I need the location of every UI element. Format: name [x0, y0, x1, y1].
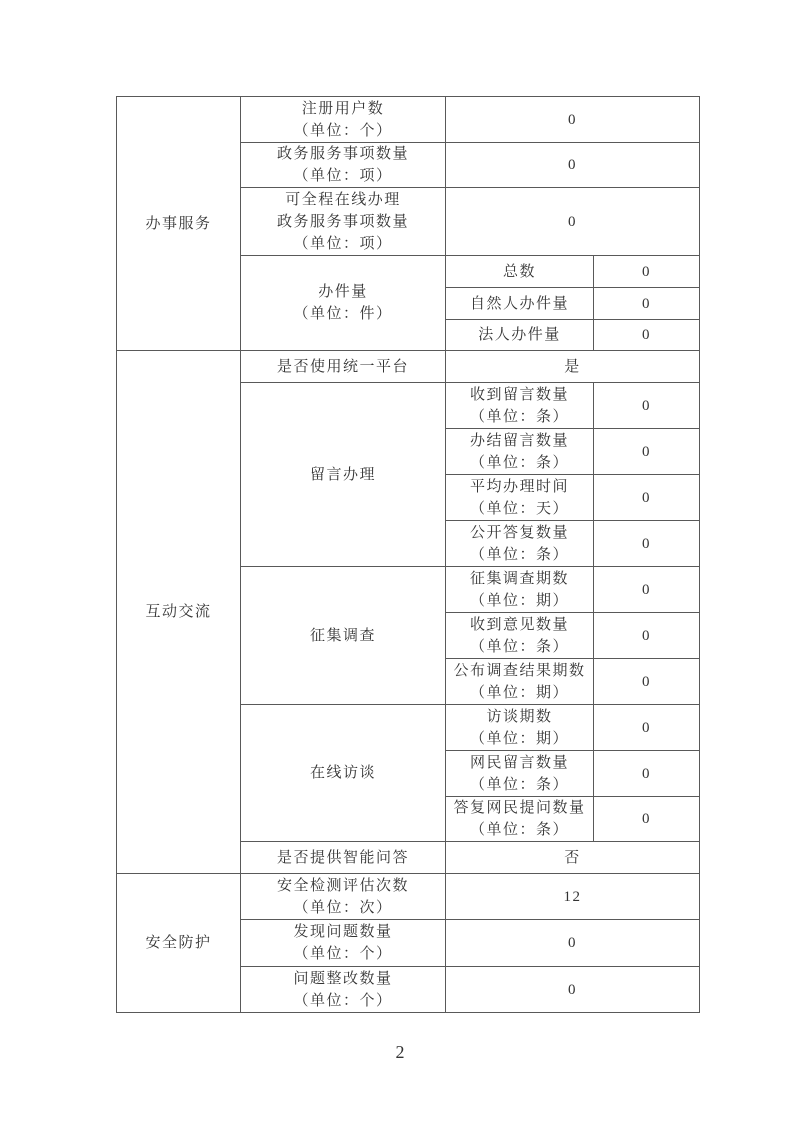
subitem-cell [446, 256, 594, 288]
subitem-label-line: 访谈期数 [486, 708, 553, 725]
subitem-cell [446, 797, 594, 842]
subitem-label-line: 总数 [502, 263, 536, 280]
item-unit-line: （单位：项） [293, 235, 393, 252]
item-cell-message-handling [241, 383, 446, 567]
item-unit-line: （单位：次） [293, 899, 393, 916]
item-label-line: 是否提供智能问答 [276, 849, 409, 866]
item-unit-line: （单位：个） [293, 946, 393, 962]
subitem-label-line: 法人办件量 [478, 327, 561, 343]
item-cell [241, 842, 446, 874]
value-cell: 0 [594, 288, 700, 320]
subitem-label-line: 办结留言数量 [469, 432, 569, 449]
subitem-unit-line: （单位：期） [469, 730, 569, 747]
subitem-label-line: 收到意见数量 [469, 616, 569, 633]
value-cell: 0 [594, 475, 700, 521]
value-cell: 0 [594, 521, 700, 567]
item-cell [241, 874, 446, 920]
value-cell: 0 [446, 920, 700, 967]
subitem-unit-line: （单位：条） [469, 822, 569, 838]
subitem-unit-line: （单位：条） [469, 546, 569, 563]
item-unit-line: （单位：项） [293, 168, 393, 184]
subitem-cell [446, 429, 594, 475]
value-cell: 0 [594, 256, 700, 288]
subitem-unit-line: （单位：条） [469, 638, 569, 655]
item-label-line: 安全检测评估次数 [276, 877, 409, 894]
subitem-cell [446, 475, 594, 521]
item-cell [241, 920, 446, 967]
subitem-unit-line: （单位：条） [469, 454, 569, 471]
subitem-cell [446, 705, 594, 751]
table-row [117, 874, 700, 920]
subitem-label-line: 自然人办件量 [469, 295, 569, 312]
value-cell: 12 [446, 874, 700, 920]
item-unit-line: （单位：件） [293, 306, 393, 322]
subitem-label-line: 平均办理时间 [469, 478, 569, 495]
value-cell: 否 [446, 842, 700, 874]
subitem-label-line: 公开答复数量 [469, 524, 569, 541]
subitem-cell [446, 521, 594, 567]
subitem-cell [446, 567, 594, 613]
subitem-label-line: 公布调查结果期数 [453, 662, 586, 679]
item-label-line: 是否使用统一平台 [276, 358, 409, 375]
item-cell [241, 967, 446, 1013]
value-cell: 0 [446, 188, 700, 256]
item-cell-banjianliang [241, 256, 446, 351]
subitem-label-line: 征集调查期数 [469, 570, 569, 587]
report-table [116, 96, 700, 1013]
item-label-line: 政务服务事项数量 [276, 213, 409, 230]
item-unit-line: （单位：个） [293, 992, 393, 1009]
subitem-unit-line: （单位：期） [469, 592, 569, 609]
item-label-line: 发现问题数量 [293, 924, 393, 940]
subitem-cell [446, 659, 594, 705]
value-cell: 0 [594, 429, 700, 475]
item-cell-interview [241, 705, 446, 842]
subitem-label-line: 答复网民提问数量 [453, 800, 586, 816]
table-row [117, 97, 700, 143]
table-row [117, 351, 700, 383]
item-label-line: 办件量 [318, 284, 368, 300]
page-number: 2 [395, 1042, 405, 1062]
value-cell: 0 [446, 967, 700, 1013]
category-cell-interaction: 互动交流 [117, 351, 241, 874]
subitem-cell [446, 383, 594, 429]
item-label-line: 在线访谈 [309, 765, 376, 781]
item-cell [241, 188, 446, 256]
value-cell: 0 [594, 320, 700, 351]
item-cell [241, 143, 446, 188]
item-cell [241, 351, 446, 383]
subitem-cell [446, 320, 594, 351]
value-cell: 0 [594, 797, 700, 842]
subitem-label-line: 网民留言数量 [469, 754, 569, 771]
value-cell: 0 [594, 705, 700, 751]
subitem-unit-line: （单位：条） [469, 776, 569, 793]
subitem-unit-line: （单位：期） [469, 684, 569, 701]
item-unit-line: （单位：个） [293, 122, 393, 139]
subitem-cell [446, 288, 594, 320]
subitem-cell [446, 751, 594, 797]
subitem-unit-line: （单位：天） [469, 500, 569, 517]
item-label-line: 可全程在线办理 [285, 191, 401, 208]
value-cell: 0 [446, 97, 700, 143]
subitem-cell [446, 613, 594, 659]
value-cell: 0 [446, 143, 700, 188]
item-cell [241, 97, 446, 143]
value-cell: 0 [594, 613, 700, 659]
value-cell: 是 [446, 351, 700, 383]
value-cell: 0 [594, 383, 700, 429]
item-label-line: 征集调查 [309, 627, 376, 644]
item-label-line: 问题整改数量 [293, 970, 393, 987]
item-label-line: 政务服务事项数量 [276, 146, 409, 162]
subitem-unit-line: （单位：条） [469, 408, 569, 425]
item-label-line: 注册用户数 [301, 100, 385, 117]
subitem-label-line: 收到留言数量 [469, 386, 569, 403]
item-cell-survey [241, 567, 446, 705]
value-cell: 0 [594, 659, 700, 705]
item-label-line: 留言办理 [309, 466, 376, 483]
category-cell-security: 安全防护 [117, 874, 241, 1013]
category-cell-service: 办事服务 [117, 97, 241, 351]
value-cell: 0 [594, 567, 700, 613]
value-cell: 0 [594, 751, 700, 797]
